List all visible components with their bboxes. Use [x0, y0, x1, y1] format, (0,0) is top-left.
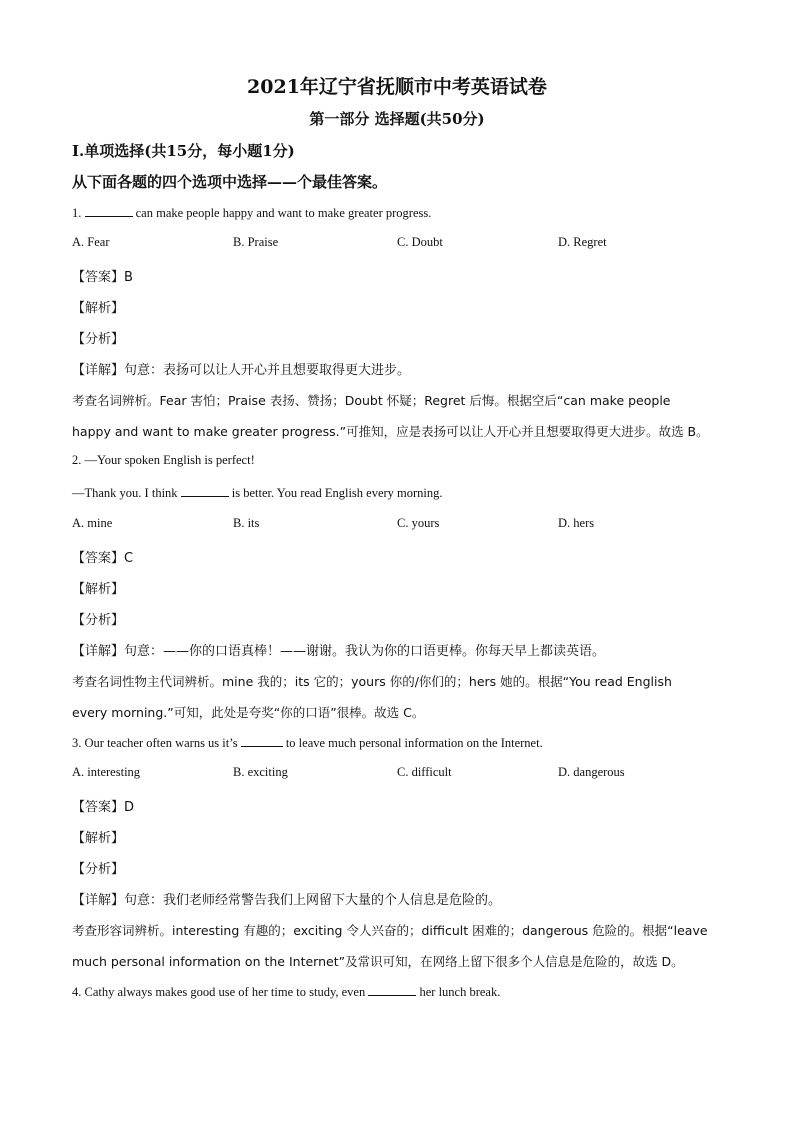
answer-label: 【答案】C — [72, 551, 134, 566]
question-3-stem — [72, 734, 543, 751]
question-3-text-post: to leave much personal information on the Internet. — [282, 736, 543, 750]
option-d: D. Regret — [558, 235, 607, 249]
option-c: C. yours — [397, 516, 440, 530]
question-2-stem-line2 — [72, 484, 443, 501]
section-instruction: 从下面各题的四个选项中选择——个最佳答案。 — [72, 173, 388, 191]
question-3-options — [72, 765, 732, 783]
option-a: A. interesting — [72, 765, 141, 779]
answer-blank — [241, 734, 283, 747]
option-a: A. mine — [72, 516, 113, 530]
explanation-line: every morning.”可知，此处是夸奖“你的口语”很棒。故选 C。 — [72, 705, 425, 720]
option-c: C. difficult — [397, 765, 452, 779]
jiexi-label: 【解析】 — [72, 301, 125, 316]
question-1-stem — [72, 204, 431, 221]
question-1-text: can make people happy and want to make greater progress. — [132, 206, 432, 220]
part-subtitle: 第一部分 选择题(共50分) — [309, 110, 485, 128]
detail-text: 【详解】句意：——你的口语真棒！——谢谢。我认为你的口语更棒。你每天早上都读英语。 — [72, 644, 606, 659]
jiexi-label: 【解析】 — [72, 582, 125, 597]
answer-blank — [368, 983, 416, 996]
explanation-line: 考查名词性物主代词辨析。mine 我的；its 它的；yours 你的/你们的；hers 她的。根据“You read English — [72, 674, 672, 689]
answer-blank — [181, 484, 229, 497]
question-1-number: 1. — [72, 206, 85, 220]
question-2-text-pre: —Thank you. I think — [72, 486, 181, 500]
explanation-line: 考查名词辨析。Fear 害怕；Praise 表扬、赞扬；Doubt 怀疑；Regret 后悔。根据空后“can make people — [72, 393, 671, 408]
option-b: B. exciting — [233, 765, 288, 779]
option-d: D. dangerous — [558, 765, 625, 779]
question-2-stem: 2. —Your spoken English is perfect! — [72, 453, 255, 467]
fenxi-label: 【分析】 — [72, 613, 125, 628]
answer-label: 【答案】B — [72, 270, 133, 285]
option-b: B. its — [233, 516, 260, 530]
question-3-text-pre: 3. Our teacher often warns us it’s — [72, 736, 241, 750]
explanation-line: much personal information on the Internet”及常识可知，在网络上留下很多个人信息是危险的，故选 D。 — [72, 954, 684, 969]
fenxi-label: 【分析】 — [72, 862, 125, 877]
page-title: 2021年辽宁省抚顺市中考英语试卷 — [247, 76, 547, 98]
option-b: B. Praise — [233, 235, 279, 249]
question-4-stem — [72, 983, 500, 1000]
option-d: D. hers — [558, 516, 595, 530]
question-4-text-post: her lunch break. — [416, 985, 501, 999]
option-c: C. Doubt — [397, 235, 443, 249]
question-4-text-pre: 4. Cathy always makes good use of her time to study, even — [72, 985, 369, 999]
answer-blank — [85, 204, 133, 217]
fenxi-label: 【分析】 — [72, 332, 125, 347]
explanation-line: 考查形容词辨析。interesting 有趣的；exciting 令人兴奋的；difficult 困难的；dangerous 危险的。根据“leave — [72, 923, 708, 938]
option-a: A. Fear — [72, 235, 110, 249]
section-heading: Ⅰ.单项选择(共15分，每小题1分) — [72, 142, 295, 160]
detail-text: 【详解】句意：表扬可以让人开心并且想要取得更大进步。 — [72, 363, 411, 378]
jiexi-label: 【解析】 — [72, 831, 125, 846]
question-2-text-post: is better. You read English every morning. — [228, 486, 443, 500]
detail-text: 【详解】句意：我们老师经常警告我们上网留下大量的个人信息是危险的。 — [72, 893, 502, 908]
answer-label: 【答案】D — [72, 800, 135, 815]
question-2-options — [72, 516, 732, 534]
question-1-options — [72, 235, 732, 253]
explanation-line: happy and want to make greater progress.”可推知，应是表扬可以让人开心并且想要取得更大进步。故选 B。 — [72, 424, 709, 439]
